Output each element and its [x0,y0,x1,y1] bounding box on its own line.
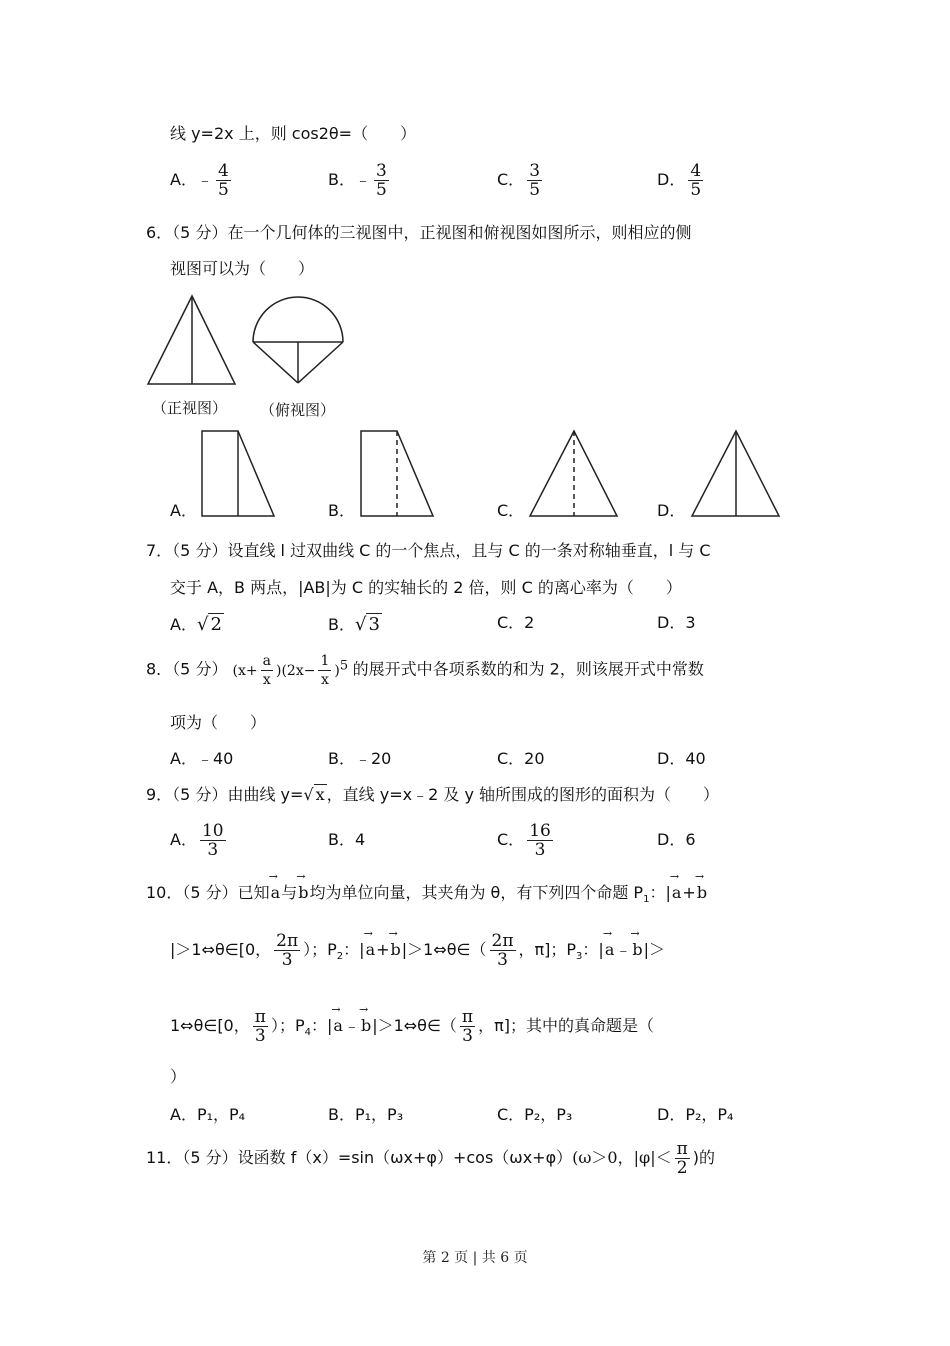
q6-top-view-caption: （俯视图） [260,401,336,419]
q8-stem-line2: 项为（ ） [170,713,267,732]
fraction: $\frac{4}{5}$ [690,161,702,200]
q8-stem-line1: 8．（5 分） (x+ $\frac{a}{x}$ )(2x− $\frac{1}{x}$ )$^5$ 的展开式中各项系数的和为 2，则该展开式中常数 [146,653,704,688]
q6-option-a-label[interactable]: A． [170,501,197,520]
q6-stem-line1: 6．（5 分）在一个几何体的三视图中，正视图和俯视图如图所示，则相应的侧 [146,223,692,242]
q6-front-view-caption: （正视图） [152,399,228,417]
fraction: $\frac{3}{5}$ [529,161,541,200]
q9-option-c[interactable]: C． $\frac{16}{3}$ [497,821,551,860]
q6-option-a-figure[interactable] [200,429,280,519]
q6-option-b-label[interactable]: B． [328,501,355,520]
q10-option-c[interactable]: C．P₂，P₃ [497,1105,573,1124]
fraction: $\frac{3}{5}$ [376,161,387,200]
q10-stem-line4: ） [170,1067,187,1086]
q8-option-a[interactable]: A．﹣40 [170,749,234,768]
q8-option-b[interactable]: B．﹣20 [328,749,392,768]
q5-option-c[interactable]: C． $\frac{3}{5}$ [497,161,541,200]
q7-option-c[interactable]: C．2 [497,613,535,632]
q8-option-d[interactable]: D．40 [657,749,706,768]
q8-option-c[interactable]: C．20 [497,749,545,768]
q10-option-b[interactable]: B．P₁，P₃ [328,1105,404,1124]
q7-option-d[interactable]: D．3 [657,613,696,632]
q6-option-c-figure[interactable] [528,429,620,519]
q5-option-b[interactable]: B．﹣ $\frac{3}{5}$ [328,161,387,200]
q5-option-d[interactable]: D． $\frac{4}{5}$ [657,161,702,200]
q10-option-a[interactable]: A．P₁，P₄ [170,1105,246,1124]
sqrt: √ 2 [196,614,222,635]
sqrt: √ 3 [354,614,380,635]
q6-option-d-figure[interactable] [690,429,782,519]
q6-option-d-label[interactable]: D． [657,501,686,520]
q10-stem-line1: 10．（5 分）已知→ a与→ b均为单位向量，其夹角为 θ，有下列四个命题 $P_1$：|→ a+→ b [146,880,708,905]
q6-option-b-figure[interactable] [359,429,439,519]
q6-top-view-figure [250,292,346,388]
q7-stem-line2: 交于 A，B 两点，|AB|为 C 的实轴长的 2 倍，则 C 的离心率为（ ） [170,578,682,597]
q10-stem-line2: |＞1⇔θ∈[0， $\frac{2\pi}{3}$ ）；$P_2$：|→ a+→ b|＞1⇔θ∈（ $\frac{2\pi}{3}$ ，π]；$P_3$：|→ a﹣→ b|＞ [170,932,665,969]
fraction: $\frac{4}{5}$ [217,161,229,200]
q5-option-a[interactable]: A．﹣ $\frac{4}{5}$ [170,161,229,200]
q7-option-b[interactable]: B．√ 3 [328,614,380,635]
q9-option-a[interactable]: A． $\frac{10}{3}$ [170,821,224,860]
q7-option-a[interactable]: A．√ 2 [170,614,222,635]
q11-stem: 11．（5 分）设函数 f（x）=sin（ωx+φ）+cos（ωx+φ）(ω＞0，|φ|＜ $\frac{\pi}{2}$ )的 [146,1139,716,1178]
q9-option-b[interactable]: B．4 [328,830,366,849]
q6-option-c-label[interactable]: C． [497,501,525,520]
q10-option-d[interactable]: D．P₂，P₄ [657,1105,734,1124]
q5-continuation: 线 y=2x 上，则 cos2θ=（ ） [170,124,417,143]
q6-front-view-figure [145,293,240,388]
q7-stem-line1: 7．（5 分）设直线 l 过双曲线 C 的一个焦点，且与 C 的一条对称轴垂直，l 与 C [146,541,711,560]
q6-stem-line2: 视图可以为（ ） [170,259,315,278]
q9-option-d[interactable]: D．6 [657,830,696,849]
q9-stem: 9．（5 分）由曲线 y=√ x ，直线 y=x﹣2 及 y 轴所围成的图形的面积为（ ） [146,785,719,804]
sqrt: √ x [303,785,325,804]
q10-stem-line3: 1⇔θ∈[0， $\frac{\pi}{3}$ ）；$P_4$：|→ a﹣→ b|＞1⇔θ∈（ $\frac{\pi}{3}$ ，π]；其中的真命题是（ [170,1008,654,1045]
q8-expression: (x+ $\frac{a}{x}$ )(2x− $\frac{1}{x}$ )$^5$ [232,653,349,688]
page-footer: 第 2 页 | 共 6 页 [422,1250,528,1266]
